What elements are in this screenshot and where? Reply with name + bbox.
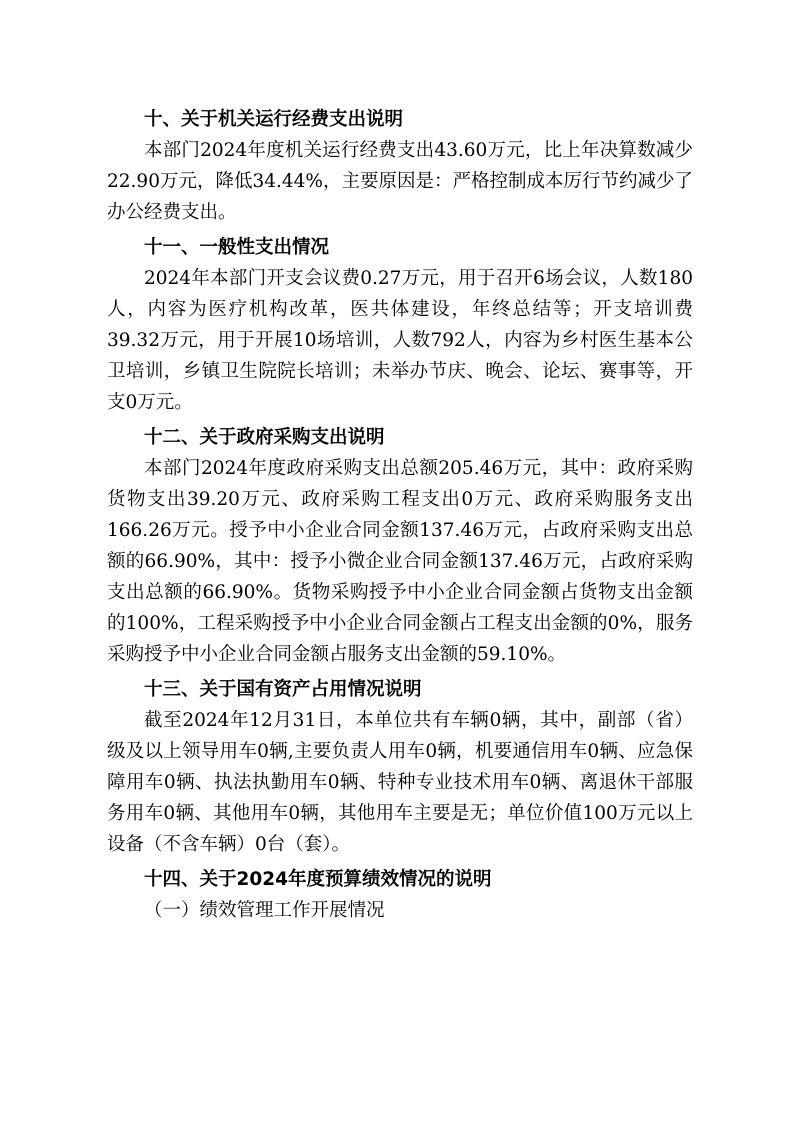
section-general-expenditure bbox=[107, 232, 693, 418]
section-state-assets bbox=[107, 674, 693, 860]
section-paragraph: 截至2024年12月31日，本单位共有车辆0辆，其中，副部（省）级及以上领导用车0辆,主要负责人用车0辆，机要通信用车0辆、应急保障用车0辆、执法执勤用车0辆、特种专业技术用车0辆、离退休干部服务用车0辆、其他用车0辆，其他用车主要是无；单位价值100万元以上设备（不含车辆）0台（套）。 bbox=[107, 710, 693, 855]
section-paragraph: 本部门2024年度政府采购支出总额205.46万元，其中：政府采购货物支出39.20万元、政府采购工程支出0万元、政府采购服务支出166.26万元。授予中小企业合同金额137.46万元，占政府采购支出总额的66.90%，其中：授予小微企业合同金额137.46万元，占政府采购支出总额的66.90%。货物采购授予中小企业合同金额占货物支出金额的100%，工程采购授予中小企业合同金额占工程支出金额的0%，服务采购授予中小企业合同金额占服务支出金额的59.10%。 bbox=[107, 458, 693, 665]
section-budget-performance bbox=[107, 864, 693, 926]
section-paragraph: 2024年本部门开支会议费0.27万元，用于召开6场会议，人数180人，内容为医疗机构改革，医共体建设，年终总结等；开支培训费39.32万元，用于开展10场培训，人数792人，内容为乡村医生基本公卫培训，乡镇卫生院院长培训；未举办节庆、晚会、论坛、赛事等，开支0万元。 bbox=[107, 268, 693, 413]
section-heading: 十一、一般性支出情况 bbox=[144, 237, 330, 258]
subsection-heading: （一）绩效管理工作开展情况 bbox=[144, 900, 385, 921]
section-operating-expenses bbox=[107, 104, 693, 228]
document-page bbox=[107, 104, 693, 926]
section-heading: 十二、关于政府采购支出说明 bbox=[144, 427, 385, 448]
section-heading: 十三、关于国有资产占用情况说明 bbox=[144, 679, 422, 700]
section-heading: 十四、关于2024年度预算绩效情况的说明 bbox=[144, 869, 492, 890]
section-government-procurement bbox=[107, 422, 693, 670]
section-heading: 十、关于机关运行经费支出说明 bbox=[144, 109, 404, 130]
section-paragraph: 本部门2024年度机关运行经费支出43.60万元，比上年决算数减少22.90万元，降低34.44%，主要原因是：严格控制成本厉行节约减少了办公经费支出。 bbox=[107, 140, 694, 223]
